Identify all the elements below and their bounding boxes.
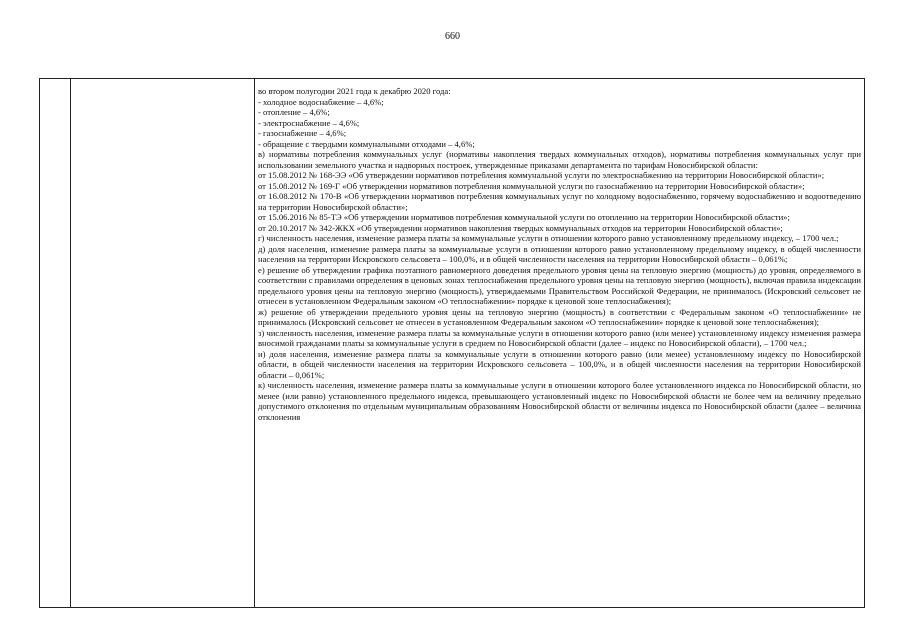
paragraph: в) нормативы потребления коммунальных услуг (нормативы накопления твердых коммунальных отходов), нормативы потребления коммунальных услуг при использовании земельного участка и надворных построек, утвержденные приказами департамента по тарифам Новосибирской области: <box>258 149 861 170</box>
paragraph: з) численность населения, изменение размера платы за коммунальные услуги в отношении которого равно (или менее) установленному индексу изменения размера вносимой гражданами платы за коммунальные услуги в среднем по Новосибирской области (далее – индекс по Новосибирской области), – 1700 чел.; <box>258 327 861 348</box>
paragraph: от 15.08.2012 № 169-Г «Об утверждении нормативов потребления коммунальной услуги по газоснабжению на территории Новосибирской области»; <box>258 180 805 191</box>
page-number: 660 <box>445 31 460 42</box>
paragraph: во втором полугодии 2021 года к декабрю 2020 года: <box>258 86 451 96</box>
paragraph: - газоснабжение – 4,6%; <box>258 128 347 138</box>
paragraph: - холодное водоснабжение – 4,6%; <box>258 96 384 107</box>
paragraph: от 16.08.2012 № 170-В «Об утверждении нормативов потребления коммунальных услуг по холодному водоснабжению, горячему водоснабжению и водоотведению на территории Новосибирской области»; <box>258 191 861 212</box>
column-divider-2 <box>254 79 255 607</box>
paragraph: - электроснабжение – 4,6%; <box>258 117 360 128</box>
paragraph: - обращение с твердыми коммунальными отходами – 4,6%; <box>258 138 475 149</box>
paragraph: от 15.08.2012 № 168-ЭЭ «Об утверждении нормативов потребления коммунальной услуги по электроснабжению на территории Новосибирской области»; <box>258 170 825 180</box>
paragraph: к) численность населения, изменение размера платы за коммунальные услуги в отношении которого более установленного индекса по Новосибирской области, но менее (или равно) установленного предельного индекса, превышающего установленный индекс по Новосибирской области не более чем на величину предельно допустимого отклонения по отдельным муниципальным образованиям Новосибирской области от величины индекса по Новосибирской области (далее – величина отклонения <box>258 380 861 422</box>
paragraph: - отопление – 4,6%; <box>258 107 330 117</box>
document-table <box>39 78 865 608</box>
paragraph: и) доля населения, изменение размера платы за коммунальные услуги в отношении которого равно (или менее) установленному индексу по Новосибирской области, в общей численности населения на территории Искровского сельсовета – 100,0%, и в общей численности населения на территории Новосибирской области – 0,061%; <box>258 348 861 380</box>
paragraph: е) решение об утверждении графика поэтапного равномерного доведения предельного уровня цены на тепловую энергию (мощность) до уровня, определяемого в соответствии с правилами определения в ценовых зонах теплоснабжения предельного уровня цены на тепловую энергию (мощность), включая правила индексации предельного уровня цены на тепловую энергию (мощность), утверждаемыми Правительством Российской Федерации, не принималось (Искровский сельсовет не отнесен в установленном Федеральным законом «О теплоснабжении» порядке к ценовой зоне теплоснабжения); <box>258 264 861 306</box>
paragraph: г) численность населения, изменение размера платы за коммунальные услуги в отношении которого равно установленному предельному индексу, – 1700 чел.; <box>258 233 839 243</box>
table-text-cell <box>258 86 861 422</box>
column-divider-1 <box>70 79 71 607</box>
paragraph: д) доля населения, изменение размера платы за коммунальные услуги в отношении которого равно установленному предельному индексу, в общей численности населения на территории Искровского сельсовета – 100,0%, и в общей численности населения на территории Новосибирской области – 0,061%; <box>258 243 861 264</box>
paragraph: от 20.10.2017 № 342-ЖКХ «Об утверждении нормативов накопления твердых коммунальных отходов на территории Новосибирской области»; <box>258 222 783 233</box>
paragraph: ж) решение об утверждении предельного уровня цены на тепловую энергию (мощность) в соответствии с Федеральным законом «О теплоснабжении» не принималось (Искровский сельсовет не отнесен в установленном Федеральным законом «О теплоснабжении» порядке к ценовой зоне теплоснабжения); <box>258 306 861 327</box>
paragraph: от 15.06.2016 № 85-ТЭ «Об утверждении нормативов потребления коммунальной услуги по отоплению на территории Новосибирской области»; <box>258 212 790 222</box>
